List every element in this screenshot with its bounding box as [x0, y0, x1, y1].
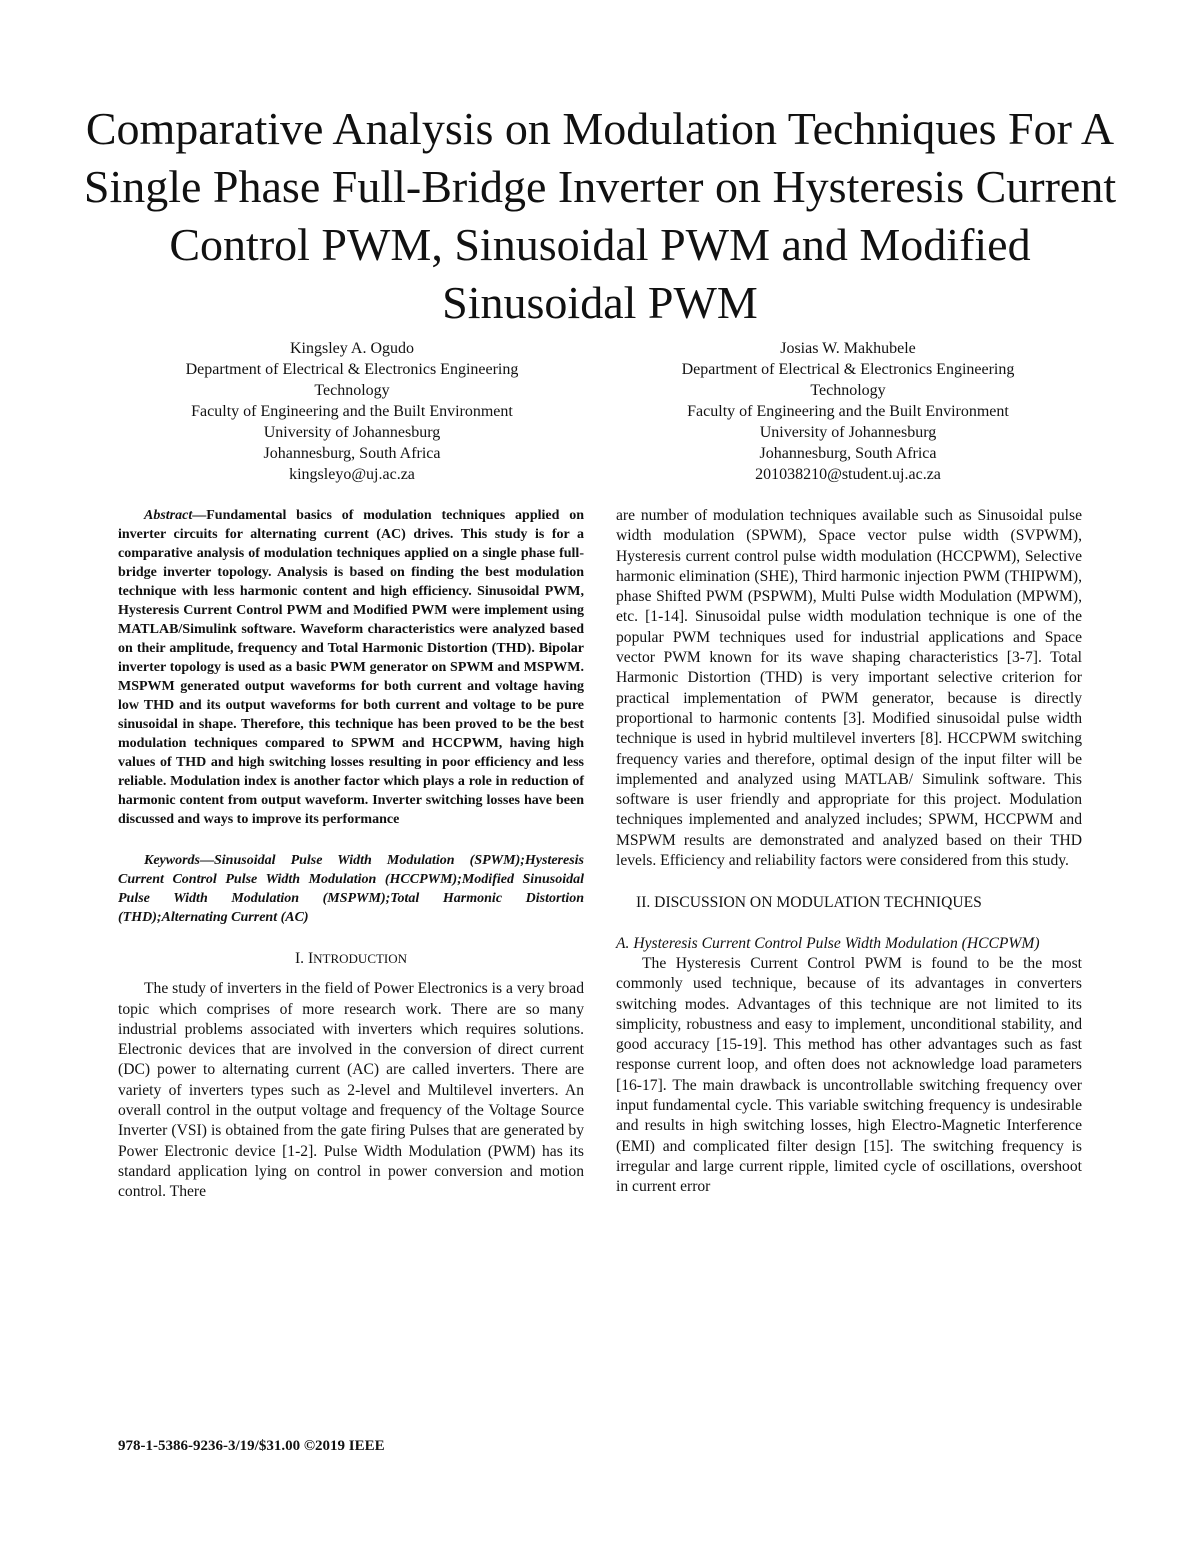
left-column — [118, 506, 584, 1203]
author-block-1 — [142, 338, 562, 485]
author-email: 201038210@student.uj.ac.za — [755, 466, 941, 483]
hccpwm-paragraph: The Hysteresis Current Control PWM is found to be the most commonly used technique, because of its advantages in converters switching modes. Advantages of this technique are not limited to its simplicity, robustness and easy to implement, unconditional stability, and good accuracy [15-19]. This method has other advantages such as fast response current loop, and often does not acknowledge load parameters [16-17]. The main drawback is uncontrollable switching frequency over input fundamental cycle. This variable switching frequency is undesirable and results in high switching losses, high Electro-Magnetic Interference (EMI) and complicated filter design [15]. The switching frequency is irregular and large current ripple, limited cycle of oscillations, overshoot in current error — [616, 954, 1082, 1196]
author-department: Department of Electrical & Electronics Engineering — [681, 361, 1015, 378]
right-column — [616, 506, 1082, 1198]
abstract-label: Abstract — [144, 508, 193, 523]
author-name: Kingsley A. Ogudo — [290, 340, 414, 357]
author-location: Johannesburg, South Africa — [263, 445, 441, 462]
abstract — [118, 506, 584, 829]
copyright-footer: 978-1-5386-9236-3/19/$31.00 ©2019 IEEE — [118, 1438, 385, 1454]
author-email: kingsleyo@uj.ac.za — [289, 466, 415, 483]
keywords-text: —Sinusoidal Pulse Width Modulation (SPWM);Hysteresis Current Control Pulse Width Modulation (HCCPWM);Modified Sinusoidal Pulse Width Modulation (MSPWM);Total Harmonic Distortion (THD);Alternating Current (AC) — [118, 853, 584, 925]
author-department-cont: Technology — [810, 382, 886, 399]
introduction-continuation: are number of modulation techniques available such as Sinusoidal pulse width modulation (SPWM), Space vector pulse width (SVPWM), Hysteresis current control pulse width modulation (HCCPWM), Selective harmonic elimination (SHE), Third harmonic injection PWM (THIPWM), phase Shifted PWM (PSPWM), Multi Pulse width Modulation (MPWM), etc. [1-14]. Sinusoidal pulse width modulation technique is one of the popular PWM techniques used for industrial applications and Space vector PWM known for its wave shaping characteristics [3-7]. Total Harmonic Distortion (THD) is very important selective criterion for practical implementation of PWM generator, because is directly proportional to harmonic contents [3]. Modified sinusoidal pulse width technique is used in hybrid multilevel inverters [8]. HCCPWM switching frequency varies and therefore, optimal design of the input filter will be implemented and analyzed using MATLAB/ Simulink software. This software is user friendly and appropriate for this project. Modulation techniques implemented and analyzed includes; SPWM, HCCPWM and MSPWM results are demonstrated and analyzed based on their THD levels. Efficiency and reliability factors were considered from this study. — [616, 507, 1082, 870]
author-block-2 — [638, 338, 1058, 485]
keywords — [118, 851, 584, 927]
author-university: University of Johannesburg — [263, 424, 441, 441]
author-department: Department of Electrical & Electronics Engineering — [185, 361, 519, 378]
introduction-paragraph: The study of inverters in the field of Power Electronics is a very broad topic which comprises of more research work. There are so many industrial problems associated with inverters which requires solutions. Electronic devices that are involved in the conversion of direct current (DC) power to alternating current (AC) are called inverters. There are variety of inverters types such as 2-level and Multilevel inverters. An overall control in the output voltage and frequency of the Voltage Source Inverter (VSI) is obtained from the gate firing Pulses that are generated by Power Electronic device [1-2]. Pulse Width Modulation (PWM) has its standard application lying on control in power conversion and motion control. There — [118, 980, 584, 1201]
author-faculty: Faculty of Engineering and the Built Environment — [191, 403, 513, 420]
subsection-heading-hccpwm: A. Hysteresis Current Control Pulse Width Modulation (HCCPWM) — [616, 934, 1040, 952]
author-university: University of Johannesburg — [759, 424, 937, 441]
author-faculty: Faculty of Engineering and the Built Environment — [687, 403, 1009, 420]
section-heading-introduction: I. INTRODUCTION — [294, 950, 408, 967]
keywords-label: Keywords — [144, 853, 200, 868]
author-name: Josias W. Makhubele — [780, 340, 916, 357]
author-location: Johannesburg, South Africa — [759, 445, 937, 462]
section-heading-discussion: II. DISCUSSION ON MODULATION TECHNIQUES — [636, 894, 982, 912]
author-department-cont: Technology — [314, 382, 390, 399]
paper-title: Comparative Analysis on Modulation Techniques For A Single Phase Full-Bridge Inverter on Hysteresis Current Control PWM, Sinusoidal PWM and Modified Sinusoidal PWM — [83, 103, 1117, 328]
abstract-text: —Fundamental basics of modulation techniques applied on inverter circuits for alternating current (AC) drives. This study is for a comparative analysis of modulation techniques applied on a single phase full-bridge inverter topology. Analysis is based on finding the best modulation technique with less harmonic content and high efficiency. Sinusoidal PWM, Hysteresis Current Control PWM and Modified PWM were implement using MATLAB/Simulink software. Waveform characteristics were analyzed based on their amplitude, frequency and Total Harmonic Distortion (THD). Bipolar inverter topology is used as a basic PWM generator on SPWM and MSPWM. MSPWM generated output waveforms for both current and voltage having low THD and its output waveforms for both current and voltage to be pure sinusoidal in shape. Therefore, this technique has been proved to be the best modulation techniques compared to SPWM and HCCPWM, having high values of THD and high switching losses resulting in poor efficiency and less reliable. Modulation index is another factor which plays a role in reduction of harmonic content from output waveform. Inverter switching losses have been discussed and ways to improve its performance — [118, 508, 584, 827]
